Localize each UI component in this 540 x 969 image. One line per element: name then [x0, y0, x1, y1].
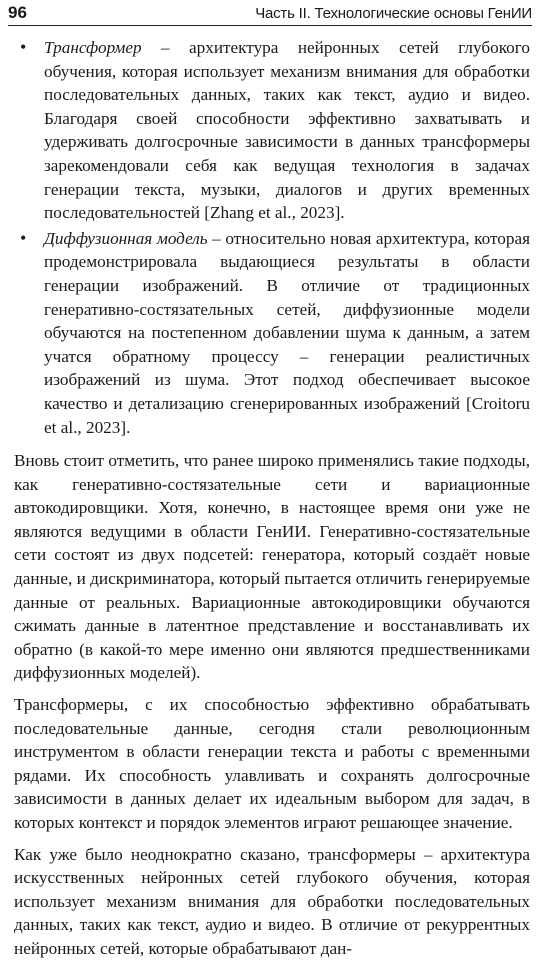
bullet-icon: • — [20, 227, 27, 248]
page-number: 96 — [8, 3, 27, 22]
bullet-icon: • — [20, 37, 27, 57]
header-rule — [8, 25, 532, 26]
definition-list — [14, 36, 530, 439]
page-body — [14, 36, 530, 969]
list-item — [14, 36, 530, 225]
paragraph: Трансформеры, с их способностью эффективно обрабатывать последовательные данные, сегодня стали революционным инструментом в области генерации текста и работы с временными рядами. Их способность улавливать и сохранять долгосрочные зависимости в данных делает их идеальным выбором для задач, в которых контекст и порядок элементов играют решающее значение. — [14, 695, 530, 832]
list-item — [14, 227, 530, 439]
list-item-text: – архитектура нейронных сетей глубокого обучения, которая использует механизм внимания для обработки последовательных данных, таких как текст, аудио и видео. Благодаря своей способности эффективно захватывать и удерживать долгосрочные зависимости в данных трансформеры зарекомендовали себя как ведущая технология в задачах генерации текста, музыки, диалогов и других временных последовательностей [Zhang et al., 2023]. — [44, 38, 530, 223]
list-item-term: Трансформер — [44, 38, 142, 57]
paragraph: Вновь стоит отметить, что ранее широко применялись такие подходы, как генеративно-состязательные сети и вариационные автокодировщики. Хотя, конечно, в настоящее время они уже не являются ведущими в области ГенИИ. Генеративно-состязательные сети состоят из двух подсетей: генератора, который создаёт новые данные, и дискриминатора, который пытается отличить генерируемые данные от реальных. Вариационные автокодировщики обучаются сжимать данные в латентное представление и восстанавливать их обратно (в какой-то мере именно они являются предшественниками диффузионных моделей). — [14, 451, 530, 683]
paragraph: Как уже было неоднократно сказано, трансформеры – архитектура искусственных нейронных сетей глубокого обучения, которая использует механизм внимания для обработки последовательных данных, таких как текст, аудио и видео. В отличие от рекуррентных нейронных сетей, которые обрабатывают дан- — [14, 844, 530, 958]
running-head: Часть II. Технологические основы ГенИИ — [255, 4, 532, 22]
page-header — [8, 2, 532, 24]
list-item-term: Диффузионная модель — [44, 228, 208, 248]
list-item-text: – относительно новая архитектура, которая продемонстрировала выдающиеся результаты в области генерации изображений. В отличие от традиционных генеративно-состязательных сетей, диффузионные модели обучаются на постепенном добавлении шума к данным, а затем учатся обратному процессу – генерации реалистичных изображений из шума. Этот подход обеспечивает высокое качество и детализацию сгенерированных изображений [Croitoru et al., 2023]. — [44, 228, 530, 437]
